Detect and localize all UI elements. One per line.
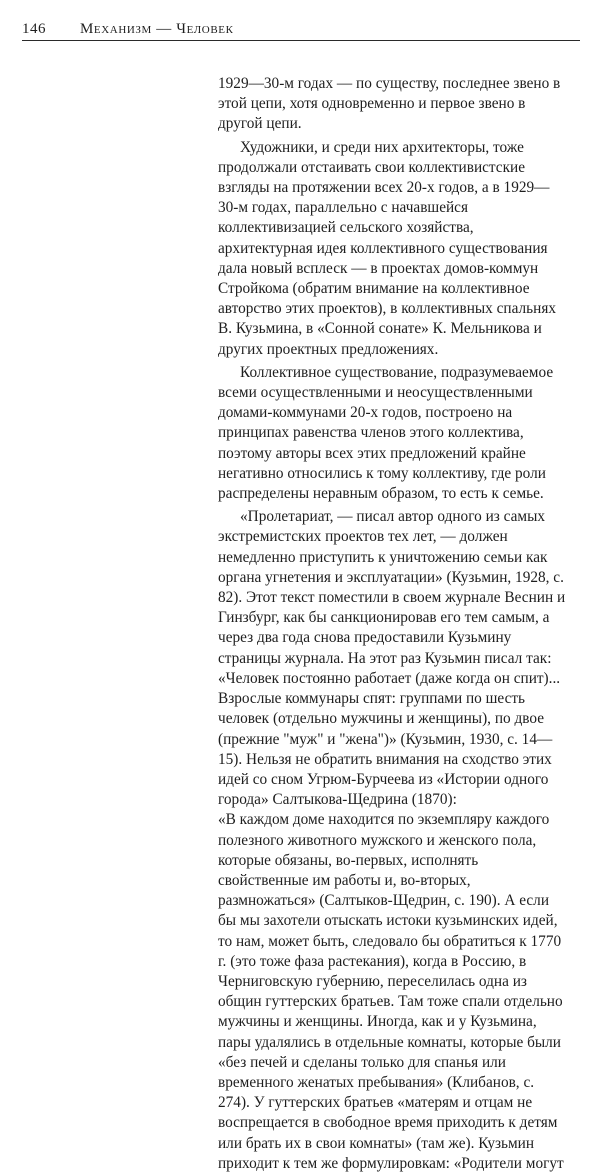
running-title: Механизм — Человек <box>80 21 234 37</box>
paragraph: Коллективное существование, подразумеваемое всеми осуществленными и неосуществленными домами-коммунами 20-х годов, построено на принципах равенства членов этого коллектива, поэтому авторы всех этих предложений крайне негативно относились к тому коллективу, где роли распределены неравным образом, то есть к семье. <box>218 363 554 503</box>
body-text <box>218 74 566 1174</box>
page-number: 146 <box>22 21 46 37</box>
paragraph: Художники, и среди них архитекторы, тоже продолжали отстаивать свои коллективистские взгляды на протяжении всех 20-х годов, а в 1929—30-м годах, параллельно с начавшейся коллективизацией сельского хозяйства, архитектурная идея коллективного существования дала новый всплеск — в проектах домов-коммун Стройкома (обратим внимание на коллективное авторство этих проектов), в коллективных спальнях В. Кузьмина, в «Сонной сонате» К. Мельникова и других проектных предложениях. <box>218 138 557 358</box>
running-header <box>22 18 580 41</box>
paragraph: «В каждом доме находится по экземпляру каждого полезного животного мужского и женского пола, которые обязаны, во-первых, исполнять свойственные им работы и, во-вторых, размножаться» (Салтыков-Щедрин, с. 190). А если бы мы захотели отыскать истоки кузьминских идей, то нам, может быть, следовало бы обратиться к 1770 г. (это тоже фаза растекания), когда в Россию, в Черниговскую губернию, переселилась одна из общин гуттерских братьев. Там тоже спали отдельно мужчины и женщины. Иногда, как и у Кузьмина, пары удалялись в отдельные комнаты, которые были «без печей и сделаны только для спанья или временного женатых пребывания» (Клибанов, с. 274). У гуттерских братьев «матерям и отцам не воспрещается в свободное время приходить к детям или брать их в свои комнаты» (там же). Кузьмин приходит к тем же формулировкам: «Родители могут <box>218 811 564 1172</box>
paragraph: 1929—30-м годах — по существу, последнее звено в этой цепи, хотя одновременно и первое звено в другой цепи. <box>218 75 561 133</box>
paragraph: «Пролетариат, — писал автор одного из самых экстремистских проектов тех лет, — должен немедленно приступить к уничтожению семьи как органа угнетения и эксплуатации» (Кузьмин, 1928, с. 82). Этот текст поместили в своем журнале Веснин и Гинзбург, как бы санкционировав его тем самым, а через два года снова предоставили Кузьмину страницы журнала. На этот раз Кузьмин писал так: «Человек постоянно работает (даже когда он спит)... Взрослые коммунары спят: группами по шесть человек (отдельно мужчины и женщины), по двое (прежние "муж" и "жена")» (Кузьмин, 1930, с. 14—15). Нельзя не обратить внимания на сходство этих идей со сном Угрюм-Бурчеева из «Истории одного города» Салтыкова-Щедрина (1870): <box>218 508 566 809</box>
